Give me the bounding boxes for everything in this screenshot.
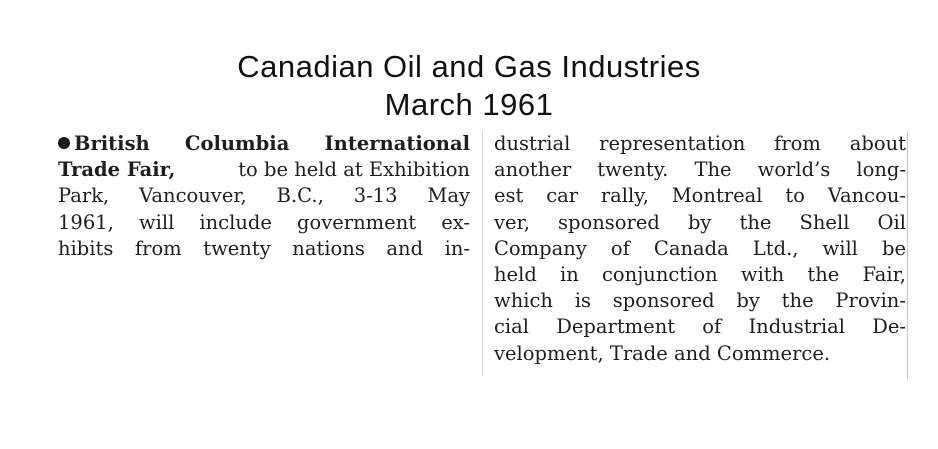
word: Oil bbox=[877, 210, 906, 234]
word: Vancouver, bbox=[139, 184, 247, 208]
word: sponsored bbox=[558, 210, 660, 234]
word: will bbox=[138, 210, 175, 234]
word: ex- bbox=[441, 210, 470, 234]
word: Shell bbox=[799, 210, 850, 234]
word: in bbox=[560, 263, 579, 287]
word: Vancou- bbox=[827, 184, 906, 208]
word: Ltd., bbox=[752, 236, 799, 260]
right-column-line bbox=[494, 288, 906, 314]
word: with bbox=[740, 263, 785, 287]
word: to be held at Exhibition bbox=[238, 158, 470, 182]
word: De- bbox=[872, 315, 906, 339]
word: held bbox=[494, 263, 537, 287]
word: The bbox=[694, 158, 732, 182]
word: from bbox=[774, 132, 821, 155]
word: in- bbox=[444, 236, 470, 260]
word: twenty. bbox=[597, 158, 669, 182]
left-column-line bbox=[58, 183, 470, 209]
word: Fair, bbox=[862, 263, 906, 287]
bullet-icon bbox=[58, 137, 70, 149]
word: Commerce. bbox=[716, 341, 831, 365]
right-column-line bbox=[494, 210, 906, 236]
header bbox=[0, 48, 938, 124]
word: from bbox=[134, 236, 182, 260]
left-column-line bbox=[58, 157, 470, 183]
word: by bbox=[736, 289, 760, 313]
word: ver, bbox=[494, 210, 530, 234]
word: long- bbox=[856, 158, 906, 182]
word: velopment, bbox=[494, 341, 604, 365]
word: sponsored bbox=[612, 289, 715, 313]
word: 1961, bbox=[58, 210, 114, 234]
word: Industrial bbox=[748, 315, 846, 339]
word: British bbox=[74, 132, 150, 155]
word: and bbox=[674, 341, 711, 365]
word: est bbox=[494, 184, 524, 208]
word: hibits bbox=[58, 236, 114, 260]
word: Montreal bbox=[671, 184, 763, 208]
left-column-line bbox=[58, 236, 470, 262]
word: Department bbox=[556, 315, 676, 339]
right-column-line bbox=[494, 262, 906, 288]
word: and bbox=[386, 236, 424, 260]
clipping-edge bbox=[907, 131, 908, 379]
newspaper-clipping bbox=[58, 131, 918, 379]
right-column-line bbox=[494, 314, 906, 340]
word: dustrial bbox=[494, 132, 571, 155]
word: nations bbox=[292, 236, 365, 260]
word: of bbox=[610, 236, 630, 260]
word: of bbox=[702, 315, 722, 339]
left-column-line bbox=[58, 210, 470, 236]
word: conjunction bbox=[602, 263, 718, 287]
word: include bbox=[199, 210, 272, 234]
word: Park, bbox=[58, 184, 110, 208]
word: the bbox=[739, 210, 772, 234]
word: rally, bbox=[600, 184, 649, 208]
word: representation bbox=[599, 132, 746, 155]
article-column-left bbox=[58, 131, 470, 262]
word: Trade bbox=[609, 341, 668, 365]
word: B.C., bbox=[276, 184, 324, 208]
word: twenty bbox=[203, 236, 271, 260]
page-title: Canadian Oil and Gas Industries bbox=[237, 49, 701, 84]
right-column-line bbox=[494, 183, 906, 209]
word: Columbia bbox=[184, 132, 290, 155]
article-column-right bbox=[494, 131, 906, 367]
word: by bbox=[687, 210, 712, 234]
right-column-line bbox=[494, 131, 906, 157]
word: cial bbox=[494, 315, 530, 339]
word: to bbox=[785, 184, 805, 208]
word: International bbox=[324, 132, 470, 155]
word: be bbox=[881, 236, 906, 260]
word: car bbox=[546, 184, 579, 208]
bullet-word bbox=[58, 131, 150, 157]
word: which bbox=[494, 289, 553, 313]
word: 3-13 bbox=[353, 184, 398, 208]
word: May bbox=[427, 184, 470, 208]
word: will bbox=[822, 236, 858, 260]
word: Trade Fair, bbox=[58, 158, 176, 182]
right-column-line bbox=[494, 236, 906, 262]
right-column-line bbox=[494, 157, 906, 183]
publication-date: March 1961 bbox=[384, 87, 554, 122]
word: Company bbox=[494, 236, 587, 260]
word: world’s bbox=[757, 158, 831, 182]
word: the bbox=[781, 289, 814, 313]
word: another bbox=[494, 158, 572, 182]
word: Canada bbox=[653, 236, 729, 260]
left-column-line bbox=[58, 131, 470, 157]
word: Provin- bbox=[835, 289, 906, 313]
word: is bbox=[574, 289, 591, 313]
word: the bbox=[807, 263, 840, 287]
column-divider bbox=[482, 131, 483, 375]
word: government bbox=[297, 210, 417, 234]
word: about bbox=[849, 132, 906, 155]
right-column-line bbox=[494, 341, 906, 367]
